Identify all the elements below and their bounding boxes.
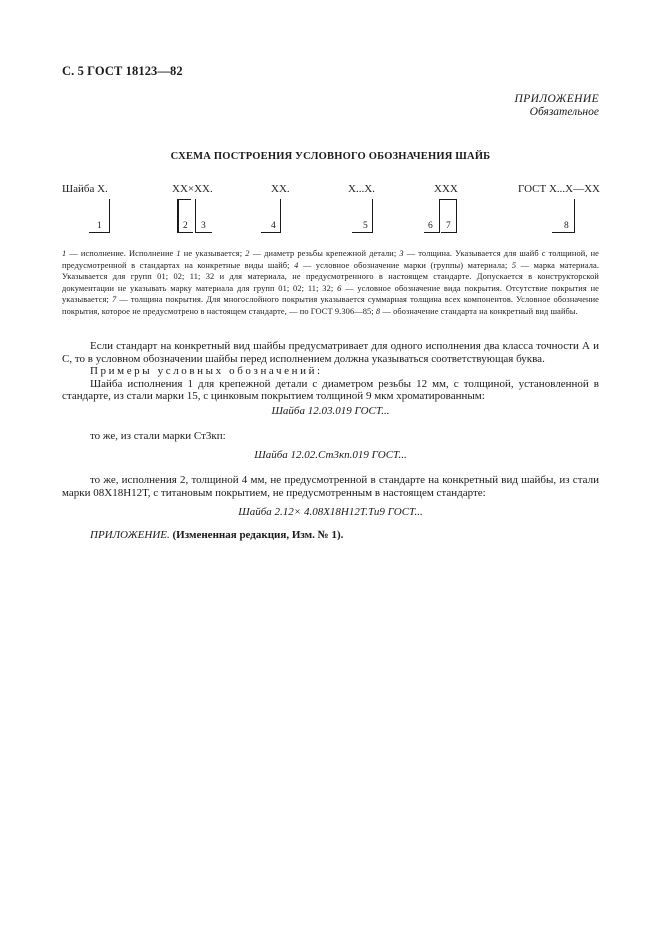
scheme-underline-8 [552, 232, 575, 233]
page-header: С. 5 ГОСТ 18123—82 [62, 64, 183, 78]
legend-text: — толщина покрытия. Для многослойного покрытия указывается суммарная толщина всех компонентов. Условное обозначение покрытия, которое не предусмотрено в настоящем стандарте, — по ГОСТ 9.306—85; [62, 295, 599, 316]
examples-heading: Примеры условных обозначений: [90, 365, 323, 377]
scheme-underline-2 [177, 232, 193, 233]
scheme-top-2 [177, 199, 191, 200]
scheme-part-washer: Шайба Х. [62, 183, 108, 195]
example-3-designation: Шайба 2.12× 4.08Х18Н12Т.Ти9 ГОСТ... [238, 506, 423, 518]
scheme-part-standard: ГОСТ Х...Х—ХХ [518, 183, 600, 195]
scheme-underline-1 [89, 232, 110, 233]
example-2-designation: Шайба 12.02.Ст3кп.019 ГОСТ... [254, 449, 407, 461]
scheme-number-5: 5 [363, 221, 368, 231]
scheme-number-7: 7 [446, 221, 451, 231]
document-title: СХЕМА ПОСТРОЕНИЯ УСЛОВНОГО ОБОЗНАЧЕНИЯ ШАЙБ [170, 151, 491, 162]
example-2-description: то же, из стали марки Ст3кп: [90, 430, 226, 442]
amendment-label: ПРИЛОЖЕНИЕ. [90, 529, 170, 541]
appendix-title: ПРИЛОЖЕНИЕ [514, 93, 599, 105]
legend-num: 5 [511, 260, 517, 270]
scheme-leader-8 [574, 199, 575, 232]
scheme-number-6: 6 [428, 221, 433, 231]
legend-text: — обозначение стандарта на конкретный вид шайбы. [380, 306, 578, 316]
scheme-underline-5 [352, 232, 373, 233]
legend-num: 8 [375, 306, 381, 316]
scheme-number-3: 3 [201, 221, 206, 231]
paragraph-accuracy-class [62, 340, 599, 403]
scheme-leader-1 [109, 199, 110, 232]
appendix-label [515, 93, 599, 119]
scheme-number-2: 2 [183, 221, 188, 231]
legend-num: 1 [62, 249, 67, 258]
scheme-number-4: 4 [271, 221, 276, 231]
scheme-underline-7 [441, 232, 457, 233]
scheme-leader-4 [280, 199, 281, 232]
appendix-status: Обязательное [529, 106, 599, 118]
legend-text: — условное обозначение вида покрытия. Отсутствие покрытия не указывается; [62, 283, 600, 305]
scheme-number-8: 8 [564, 221, 569, 231]
legend-num: 6 [337, 283, 342, 293]
legend-text: не указывается; [180, 249, 246, 258]
example-1-designation: Шайба 12.03.019 ГОСТ... [271, 405, 390, 417]
scheme-leader-7 [456, 199, 457, 232]
example-1-description: Шайба исполнения 1 для крепежной детали с диаметром резьбы 12 мм, с толщиной, установленной в стандарте, из стали марки 15, с цинковым покрытием толщиной 9 мкм хроматированным: [62, 377, 599, 402]
legend-num: 4 [294, 260, 299, 270]
scheme-part-material-group: ХХ. [271, 183, 290, 195]
legend-text: — условное обозначение марки (группы) материала; [298, 260, 512, 270]
scheme-part-material-grade: Х...Х. [348, 183, 375, 195]
scheme-part-diameter-thickness: ХХ×ХХ. [172, 183, 213, 195]
scheme-underline-4 [261, 232, 281, 233]
paragraph-text: Если стандарт на конкретный вид шайбы предусматривает для одного исполнения два класса точности А и С, то в условном обозначении шайбы перед исполнением должна указываться соответствующая буква. [62, 340, 599, 365]
legend-text: — толщина. Указывается для шайб с толщиной, не предусмотренной в стандартах на конкретные виды шайб; [62, 249, 599, 270]
legend-num: 1 [176, 249, 181, 258]
amendment-text: (Измененная редакция, Изм. № 1). [172, 529, 344, 541]
scheme-top-7 [439, 199, 457, 200]
legend-num: 3 [399, 249, 404, 258]
scheme-part-coating: ХХХ [434, 183, 458, 195]
example-3-description [62, 474, 599, 499]
legend-num: 2 [245, 249, 250, 258]
scheme-underline-6 [424, 232, 440, 233]
scheme-underline-3 [195, 232, 212, 233]
scheme-leader-2 [177, 199, 179, 232]
legend-text: — марка материала. Указывается для групп 01; 02; 11; 32 и для материала, не предусмотренного в настоящем стандарте. Допускается в конструкторской документации не указывать марку материала для групп 01; 02; 11; 32; [62, 260, 600, 293]
amendment-note [90, 529, 343, 541]
legend-text: — исполнение. Исполнение [66, 249, 177, 258]
scheme-leader-5 [372, 199, 373, 232]
scheme-legend [62, 248, 599, 318]
paragraph-text: то же, исполнения 2, толщиной 4 мм, не предусмотренной в стандарте на конкретный вид шайбы, из стали марки 08Х18Н12Т, с титановым покрытием, не предусмотренным в настоящем стандарте: [62, 474, 599, 499]
scheme-leader-6 [439, 199, 440, 232]
scheme-leader-3 [195, 199, 196, 232]
legend-text: — диаметр резьбы крепежной детали; [249, 249, 400, 258]
legend-num: 7 [112, 295, 117, 305]
scheme-number-1: 1 [97, 221, 102, 231]
